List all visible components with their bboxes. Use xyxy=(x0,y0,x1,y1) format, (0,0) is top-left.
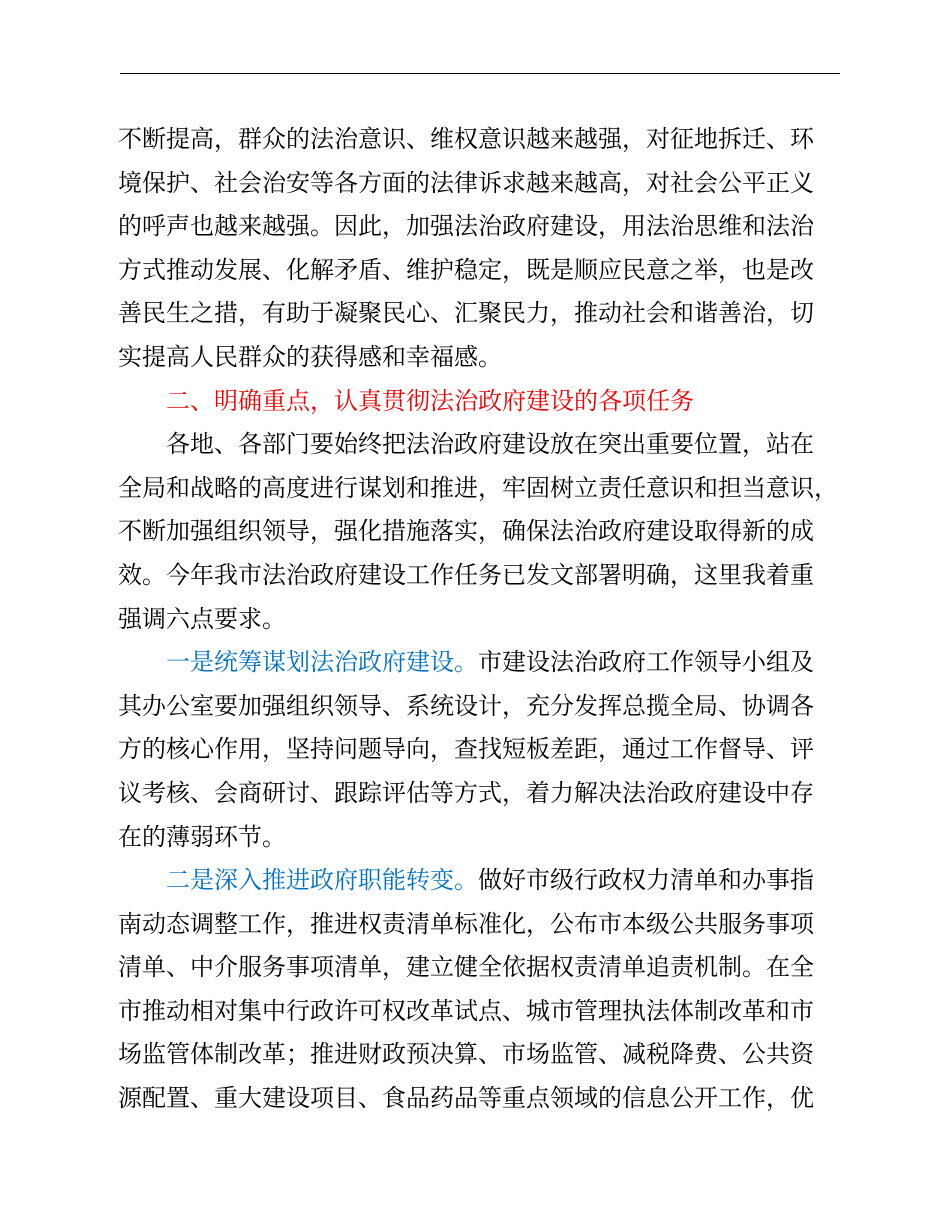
paragraph-line: 善民生之措，有助于凝聚民心、汇聚民力，推动社会和谐善治，切 xyxy=(118,299,814,328)
paragraph-line: 不断加强组织领导，强化措施落实，确保法治政府建设取得新的成 xyxy=(118,517,814,546)
paragraph-4 xyxy=(118,859,846,1121)
paragraph-line: 市推动相对集中行政许可权改革试点、城市管理执法体制改革和市 xyxy=(118,996,814,1025)
first-line-rest: 市建设法治政府工作领导小组及 xyxy=(478,648,814,677)
paragraph-1 xyxy=(118,118,846,380)
paragraph-line: 南动态调整工作，推进权责清单标准化，公布市本级公共服务事项 xyxy=(118,909,814,938)
paragraph-first-line xyxy=(118,641,846,685)
paragraph-line: 清单、中介服务事项清单，建立健全依据权责清单追责机制。在全 xyxy=(118,953,814,982)
paragraph-2 xyxy=(118,423,846,641)
section-heading: 二、明确重点，认真贯彻法治政府建设的各项任务 xyxy=(166,386,694,415)
paragraph-line: 境保护、社会治安等各方面的法律诉求越来越高，对社会公平正义 xyxy=(118,168,814,197)
paragraph-first-line xyxy=(118,859,846,903)
paragraph-line: 在的薄弱环节。 xyxy=(118,822,286,851)
lead-phrase: 二是深入推进政府职能转变。 xyxy=(166,866,478,895)
paragraph-line: 其办公室要加强组织领导、系统设计，充分发挥总揽全局、协调各 xyxy=(118,691,814,720)
first-line-rest: 做好市级行政权力清单和办事指 xyxy=(478,866,814,895)
paragraph-line: 不断提高，群众的法治意识、维权意识越来越强，对征地拆迁、环 xyxy=(118,125,814,153)
paragraph-line: 方式推动发展、化解矛盾、维护稳定，既是顺应民意之举，也是改 xyxy=(118,255,814,284)
paragraph-line: 的呼声也越来越强。因此，加强法治政府建设，用法治思维和法治 xyxy=(118,212,814,241)
paragraph-line: 强调六点要求。 xyxy=(118,604,286,633)
paragraph-line: 源配置、重大建设项目、食品药品等重点领域的信息公开工作，优 xyxy=(118,1084,814,1113)
section-heading-block xyxy=(118,380,846,424)
paragraph-line: 各地、各部门要始终把法治政府建设放在突出重要位置，站在 xyxy=(166,430,814,459)
paragraph-line: 方的核心作用，坚持问题导向，查找短板差距，通过工作督导、评 xyxy=(118,735,814,764)
paragraph-3 xyxy=(118,641,846,859)
header-rule xyxy=(120,73,840,74)
document-body xyxy=(118,118,846,1121)
paragraph-line: 效。今年我市法治政府建设工作任务已发文部署明确，这里我着重 xyxy=(118,560,814,589)
paragraph-line: 场监管体制改革；推进财政预决算、市场监管、减税降费、公共资 xyxy=(118,1040,814,1069)
lead-phrase: 一是统筹谋划法治政府建设。 xyxy=(166,648,478,677)
paragraph-line: 议考核、会商研讨、跟踪评估等方式，着力解决法治政府建设中存 xyxy=(118,778,814,807)
paragraph-line: 全局和战略的高度进行谋划和推进，牢固树立责任意识和担当意识， xyxy=(118,473,838,502)
paragraph-line: 实提高人民群众的获得感和幸福感。 xyxy=(118,342,502,371)
